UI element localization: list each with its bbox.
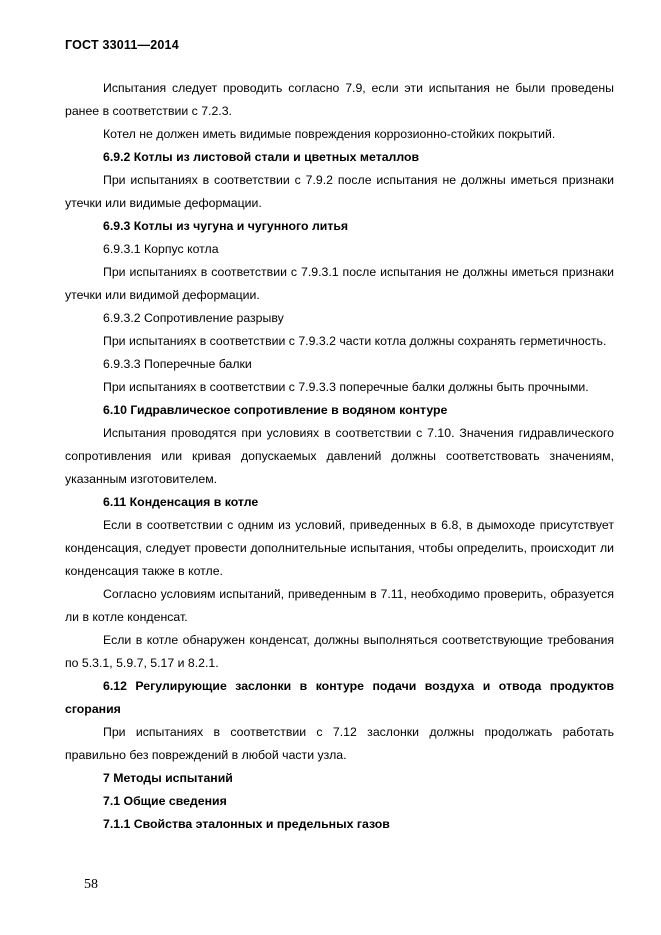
- section-heading: 7.1.1 Свойства эталонных и предельных газов: [103, 817, 390, 831]
- section-heading: 6.12 Регулирующие заслонки в контуре подачи воздуха и отвода продуктов сгорания: [65, 679, 614, 716]
- section-heading: 7 Методы испытаний: [103, 771, 233, 785]
- section-heading: 6.9.2 Котлы из листовой стали и цветных металлов: [103, 150, 420, 164]
- paragraph: При испытаниях в соответствии с 7.9.3.2 части котла должны сохранять герметичность.: [103, 334, 607, 348]
- subsection-title: 6.9.3.3 Поперечные балки: [103, 357, 252, 371]
- section-heading: 6.9.3 Котлы из чугуна и чугунного литья: [103, 219, 349, 233]
- paragraph: При испытаниях в соответствии с 7.9.2 после испытания не должны иметься признаки утечки или видимые деформации.: [65, 173, 614, 210]
- subsection-title: 6.9.3.1 Корпус котла: [103, 242, 219, 256]
- standard-header: ГОСТ 33011—2014: [65, 38, 179, 52]
- paragraph: Испытания следует проводить согласно 7.9, если эти испытания не были проведены ранее в соответствии с 7.2.3.: [65, 81, 614, 118]
- paragraph: При испытаниях в соответствии с 7.9.3.3 поперечные балки должны быть прочными.: [103, 380, 589, 394]
- section-heading: 6.11 Конденсация в котле: [103, 495, 259, 509]
- section-heading: 7.1 Общие сведения: [103, 794, 227, 808]
- paragraph: При испытаниях в соответствии с 7.12 заслонки должны продолжать работать правильно без повреждений в любой части узла.: [65, 725, 614, 762]
- paragraph: Если в котле обнаружен конденсат, должны выполняться соответствующие требования по 5.3.1, 5.9.7, 5.17 и 8.2.1.: [65, 633, 614, 670]
- paragraph: Согласно условиям испытаний, приведенным в 7.11, необходимо проверить, образуется ли в котле конденсат.: [65, 587, 614, 624]
- paragraph: Если в соответствии с одним из условий, приведенных в 6.8, в дымоходе присутствует конденсация, следует провести дополнительные испытания, чтобы определить, происходит ли конденсация также в котле.: [65, 518, 614, 578]
- section-heading: 6.10 Гидравлическое сопротивление в водяном контуре: [103, 403, 448, 417]
- page-number: 58: [84, 877, 98, 892]
- paragraph: При испытаниях в соответствии с 7.9.3.1 после испытания не должны иметься признаки утечки или видимой деформации.: [65, 265, 614, 302]
- document-body: [65, 77, 614, 836]
- paragraph: Котел не должен иметь видимые повреждения коррозионно-стойких покрытий.: [103, 127, 556, 141]
- subsection-title: 6.9.3.2 Сопротивление разрыву: [103, 311, 284, 325]
- paragraph: Испытания проводятся при условиях в соответствии с 7.10. Значения гидравлического сопротивления или кривая допускаемых давлений должны соответствовать значениям, указанным изготовителем.: [65, 426, 614, 486]
